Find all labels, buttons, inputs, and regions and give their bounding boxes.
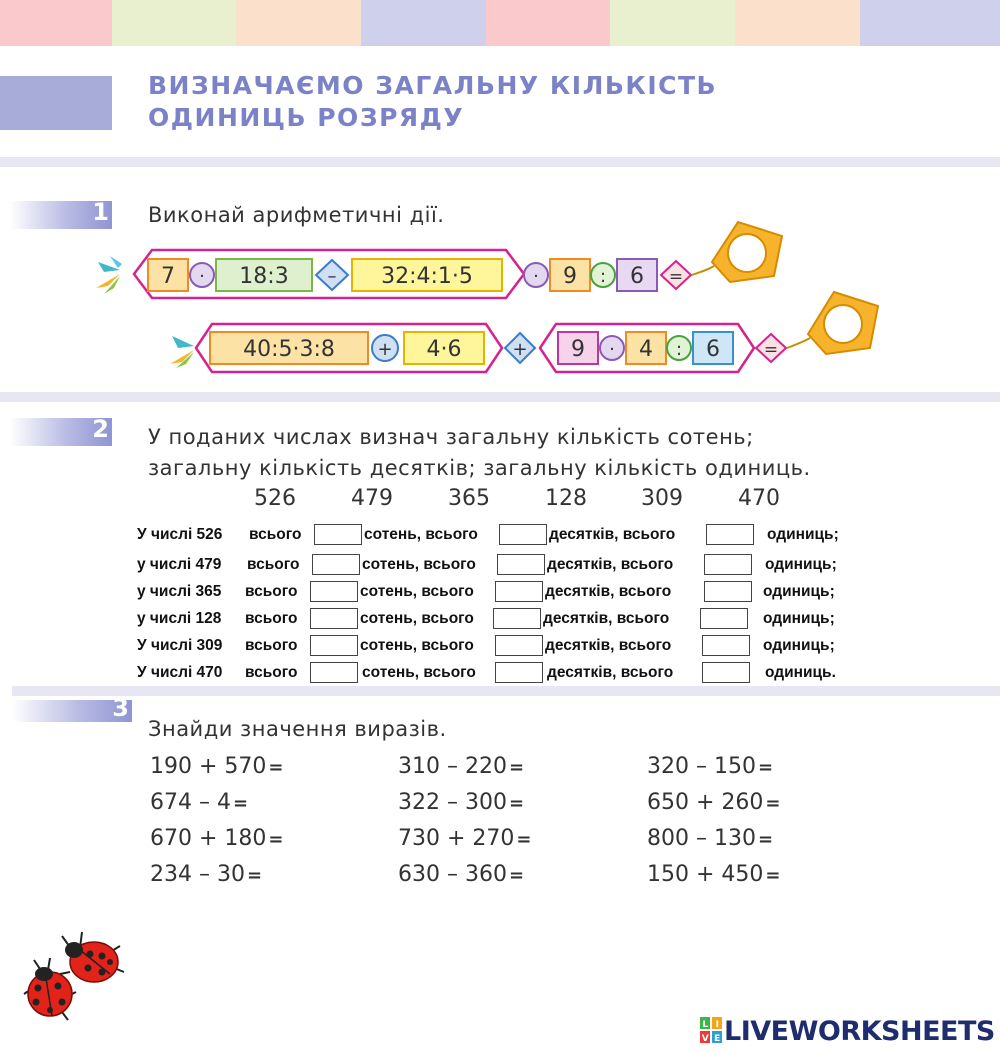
given-number: 365 bbox=[448, 486, 490, 511]
kite-term: 9 bbox=[563, 264, 577, 289]
given-number: 309 bbox=[641, 486, 683, 511]
row-word: одиниць; bbox=[763, 637, 835, 654]
expression: 320 – 150 = bbox=[647, 754, 774, 779]
kite-tail-ribbon bbox=[96, 256, 122, 294]
expression: 650 + 260 = bbox=[647, 790, 781, 815]
hundreds-input[interactable] bbox=[310, 581, 358, 602]
kite-operator: · bbox=[609, 339, 615, 360]
row-word: всього bbox=[247, 556, 300, 573]
units-input[interactable] bbox=[704, 581, 752, 602]
tens-input[interactable] bbox=[499, 524, 547, 545]
expression: 322 – 300 = bbox=[398, 790, 525, 815]
kite-term: 4 bbox=[639, 337, 653, 362]
hundreds-input[interactable] bbox=[314, 524, 362, 545]
hundreds-input[interactable] bbox=[310, 608, 358, 629]
brand-text: LIVEWORKSHEETS bbox=[724, 1016, 995, 1047]
page-title-line: ОДИНИЦЬ РОЗРЯДУ bbox=[148, 103, 465, 132]
units-input[interactable] bbox=[704, 554, 752, 575]
given-number: 128 bbox=[545, 486, 587, 511]
section-divider bbox=[0, 157, 1000, 167]
kite-operator: + bbox=[377, 339, 393, 360]
kite-operator: – bbox=[327, 266, 337, 287]
row-word: одиниць; bbox=[763, 610, 835, 627]
row-word: всього bbox=[245, 664, 298, 681]
expression: 730 + 270 = bbox=[398, 826, 532, 851]
stripe bbox=[0, 0, 112, 46]
row-word: десятків, всього bbox=[543, 610, 670, 627]
stripe bbox=[735, 0, 860, 46]
svg-text:E: E bbox=[714, 1034, 720, 1043]
ladybugs-illustration bbox=[22, 928, 132, 1028]
row-word: одиниць; bbox=[767, 526, 839, 543]
units-input[interactable] bbox=[702, 662, 750, 683]
row-word: сотень, всього bbox=[360, 637, 474, 654]
stripe bbox=[112, 0, 236, 46]
task-instruction-line: У поданих числах визнач загальну кількість сотень; bbox=[148, 425, 754, 449]
row-word: сотень, всього bbox=[362, 664, 476, 681]
stripe bbox=[486, 0, 610, 46]
tens-input[interactable] bbox=[497, 554, 545, 575]
section-divider bbox=[0, 392, 1000, 402]
answer-row bbox=[137, 662, 867, 684]
row-word: сотень, всього bbox=[360, 610, 474, 627]
row-word: сотень, всього bbox=[362, 556, 476, 573]
task-number: 3 bbox=[112, 694, 129, 722]
row-prefix: у числі 128 bbox=[137, 610, 222, 627]
tens-input[interactable] bbox=[495, 581, 543, 602]
row-prefix: У числі 526 bbox=[137, 526, 223, 543]
answer-row bbox=[137, 608, 867, 630]
header-accent-block bbox=[0, 76, 112, 130]
kite-operator: + bbox=[512, 339, 528, 360]
brand-logo bbox=[700, 1016, 995, 1047]
stripe bbox=[236, 0, 361, 46]
page-title bbox=[148, 70, 717, 134]
svg-text:L: L bbox=[702, 1020, 708, 1030]
task-number-tag bbox=[10, 415, 112, 446]
expression: 674 – 4 = bbox=[150, 790, 249, 815]
kite-operator: : bbox=[599, 266, 607, 287]
row-word: сотень, всього bbox=[360, 583, 474, 600]
expression: 670 + 180 = bbox=[150, 826, 284, 851]
row-word: одиниць; bbox=[763, 583, 835, 600]
kite-operator: · bbox=[199, 266, 205, 287]
task-instruction: Знайди значення виразів. bbox=[148, 717, 447, 741]
kite-frame-icon bbox=[692, 222, 782, 282]
svg-text:I: I bbox=[715, 1020, 719, 1030]
expression: 310 – 220 = bbox=[398, 754, 525, 779]
task-number: 1 bbox=[92, 198, 109, 226]
answer-row bbox=[137, 581, 867, 603]
task-instruction: Виконай арифметичні дії. bbox=[148, 203, 445, 227]
row-word: одиниць. bbox=[765, 664, 836, 681]
kite-term: 40:5·3:8 bbox=[243, 337, 335, 362]
hundreds-input[interactable] bbox=[310, 662, 358, 683]
row-word: десятків, всього bbox=[545, 637, 672, 654]
row-word: одиниць; bbox=[765, 556, 837, 573]
row-word: всього bbox=[245, 583, 298, 600]
row-word: десятків, всього bbox=[547, 664, 674, 681]
given-number: 526 bbox=[254, 486, 296, 511]
row-prefix: у числі 365 bbox=[137, 583, 222, 600]
row-word: десятків, всього bbox=[547, 556, 674, 573]
units-input[interactable] bbox=[706, 524, 754, 545]
row-word: всього bbox=[245, 610, 298, 627]
tens-input[interactable] bbox=[495, 635, 543, 656]
kite-2 bbox=[170, 292, 878, 372]
kite-operator: : bbox=[675, 339, 683, 360]
kite-operator: = bbox=[668, 267, 684, 287]
kite-term: 7 bbox=[161, 264, 175, 289]
page-title-line: ВИЗНАЧАЄМО ЗАГАЛЬНУ КІЛЬКІСТЬ bbox=[148, 71, 718, 100]
row-word: всього bbox=[245, 637, 298, 654]
task-instruction bbox=[148, 422, 811, 484]
hundreds-input[interactable] bbox=[312, 554, 360, 575]
units-input[interactable] bbox=[700, 608, 748, 629]
stripe bbox=[860, 0, 1000, 46]
row-word: десятків, всього bbox=[545, 583, 672, 600]
brand-mini-icon bbox=[700, 1017, 722, 1043]
expression: 800 – 130 = bbox=[647, 826, 774, 851]
kite-term: 6 bbox=[706, 337, 720, 362]
row-prefix: У числі 309 bbox=[137, 637, 223, 654]
section-divider bbox=[12, 686, 1000, 696]
expression: 190 + 570 = bbox=[150, 754, 284, 779]
row-prefix: у числі 479 bbox=[137, 556, 222, 573]
tens-input[interactable] bbox=[495, 662, 543, 683]
given-number: 479 bbox=[351, 486, 393, 511]
task-number: 2 bbox=[92, 415, 109, 443]
answer-row bbox=[137, 554, 867, 576]
task-number-tag bbox=[12, 694, 132, 722]
row-word: десятків, всього bbox=[549, 526, 676, 543]
answer-row bbox=[137, 524, 867, 546]
row-prefix: У числі 470 bbox=[137, 664, 223, 681]
stripe bbox=[361, 0, 486, 46]
kite-frame-icon bbox=[787, 292, 878, 354]
expression: 150 + 450 = bbox=[647, 862, 781, 887]
kite-operator: = bbox=[763, 340, 779, 360]
kite-term: 18:3 bbox=[239, 264, 289, 289]
stripe bbox=[610, 0, 735, 46]
kite-operator: · bbox=[533, 266, 539, 287]
row-word: всього bbox=[249, 526, 302, 543]
ladybug-icon bbox=[24, 958, 76, 1020]
expression: 234 – 30 = bbox=[150, 862, 263, 887]
kite-exercise bbox=[0, 200, 1000, 400]
units-input[interactable] bbox=[702, 635, 750, 656]
tens-input[interactable] bbox=[493, 608, 541, 629]
expression: 630 – 360 = bbox=[398, 862, 525, 887]
svg-text:V: V bbox=[701, 1034, 709, 1043]
kite-term: 9 bbox=[571, 337, 585, 362]
ladybug-icon bbox=[60, 932, 124, 982]
row-word: сотень, всього bbox=[364, 526, 478, 543]
kite-term: 32:4:1·5 bbox=[381, 264, 473, 289]
kite-tail-ribbon bbox=[170, 336, 194, 368]
hundreds-input[interactable] bbox=[310, 635, 358, 656]
task-instruction-line: загальну кількість десятків; загальну кількість одиниць. bbox=[148, 456, 811, 480]
kite-term: 6 bbox=[630, 264, 644, 289]
kite-term: 4·6 bbox=[426, 337, 462, 362]
given-number: 470 bbox=[738, 486, 780, 511]
kite-1 bbox=[96, 222, 782, 298]
answer-row bbox=[137, 635, 867, 657]
